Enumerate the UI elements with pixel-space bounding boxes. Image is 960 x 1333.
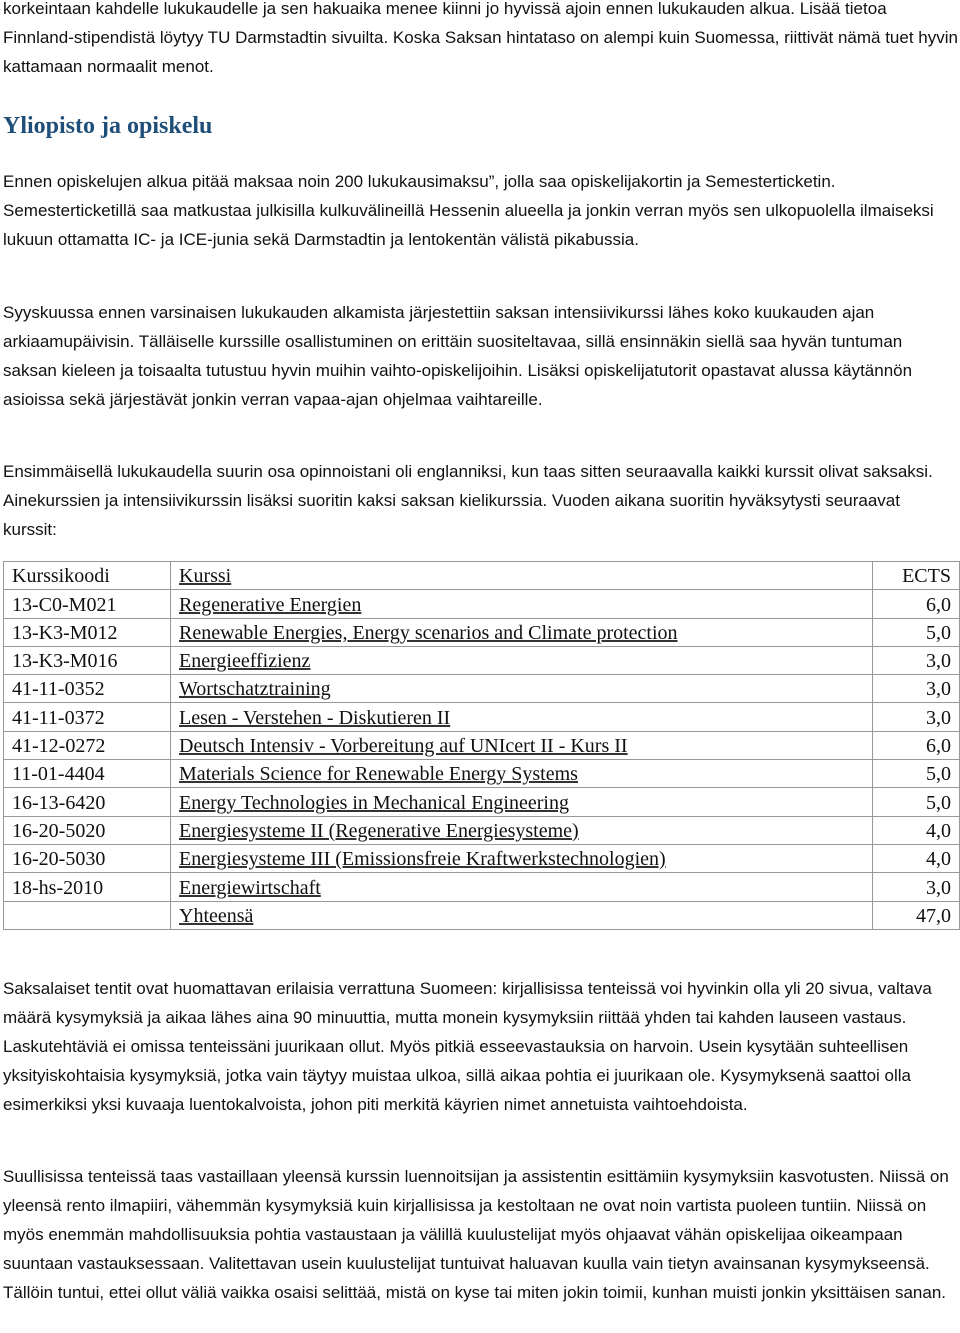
total-value: 47,0: [873, 901, 960, 929]
course-ects: 4,0: [873, 816, 960, 844]
paragraph-intensive-course: Syyskuussa ennen varsinaisen lukukauden alkamista järjestettiin saksan intensiivikurssi lähes koko kuukauden ajan arkiaamupäivisin. Tälläiselle kurssille osallistuminen on erittäin suositeltavaa, sillä ensinnäkin siellä saa hyvän tuntuman saksan kieleen ja toisaalta tutustuu hyvin muihin vaihto-opiskelijoihin. Lisäksi opiskelijatutorit opastavat alussa käytännön asioissa sekä järjestävät jonkin verran vapaa-ajan ohjelmaa vaihtareille.: [3, 303, 913, 409]
table-row: [4, 760, 960, 788]
course-name: Energieeffizienz: [171, 646, 873, 674]
course-code: 13-C0-M021: [4, 590, 171, 618]
course-code: 13-K3-M012: [4, 618, 171, 646]
total-label: Yhteensä: [171, 901, 873, 929]
course-code: 41-11-0352: [4, 675, 171, 703]
table-total-row: [4, 901, 960, 929]
table-row: [4, 873, 960, 901]
intro-paragraph: korkeintaan kahdelle lukukaudelle ja sen hakuaika menee kiinni jo hyvissä ajoin ennen lukukauden alkua. Lisää tietoa Finnland-stipendistä löytyy TU Darmstadtin sivuilta. Koska Saksan hintataso on alempi kuin Suomessa, riittivät nämä tuet hyvin kattamaan normaalit menot.: [3, 0, 958, 76]
course-name: Lesen - Verstehen - Diskutieren II: [171, 703, 873, 731]
course-ects: 5,0: [873, 760, 960, 788]
total-empty-cell: [4, 901, 171, 929]
header-course: Kurssi: [171, 562, 873, 590]
table-row: [4, 675, 960, 703]
course-name: Energiesysteme III (Emissionsfreie Kraftwerkstechnologien): [171, 844, 873, 872]
paragraph-written-exams: Saksalaiset tentit ovat huomattavan erilaisia verrattuna Suomeen: kirjallisissa tenteissä voi hyvinkin olla yli 20 sivua, valtava määrä kysymyksiä ja aikaa lähes aina 90 minuuttia, mutta monein kysymyksiin riittää yhden tai kahden lauseen vastaus. Laskutehtäviä ei omissa tenteissäni juurikaan ollut. Myös pitkiä esseevastauksia on harvoin. Usein kysytään suhteellisen yksityiskohtaisia kysymyksiä, jotka vain täytyy muistaa ulkoa, sillä aikaa pohtia ei juurikaan ole. Kysymyksenä saattoi olla esimerkiksi yksi kuvaaja luentokalvoista, johon piti merkitä käyrien nimet annetuista vaihtoehdoista.: [3, 979, 932, 1114]
course-code: 16-20-5030: [4, 844, 171, 872]
course-name: Regenerative Energien: [171, 590, 873, 618]
table-header-row: [4, 562, 960, 590]
course-ects: 6,0: [873, 731, 960, 759]
table-row: [4, 618, 960, 646]
section-heading: Yliopisto ja opiskelu: [3, 113, 213, 139]
course-ects: 6,0: [873, 590, 960, 618]
table-row: [4, 731, 960, 759]
course-code: 11-01-4404: [4, 760, 171, 788]
course-code: 18-hs-2010: [4, 873, 171, 901]
course-code: 16-20-5020: [4, 816, 171, 844]
course-name: Energiewirtschaft: [171, 873, 873, 901]
paragraph-courses-intro: Ensimmäisellä lukukaudella suurin osa opinnoistani oli englanniksi, kun taas sitten seuraavalla kaikki kurssit olivat saksaksi. Ainekurssien ja intensiivikurssin lisäksi suoritin kaksi saksan kielikurssia. Vuoden aikana suoritin hyväksytysti seuraavat kurssit:: [3, 462, 933, 539]
table-row: [4, 788, 960, 816]
course-ects: 3,0: [873, 675, 960, 703]
course-code: 16-13-6420: [4, 788, 171, 816]
table-row: [4, 703, 960, 731]
course-ects: 5,0: [873, 618, 960, 646]
table-row: [4, 590, 960, 618]
paragraph-fees: Ennen opiskelujen alkua pitää maksaa noin 200 lukukausimaksu”, jolla saa opiskelijakortin ja Semesterticketin. Semesterticketillä saa matkustaa julkisilla kulkuvälineillä Hessenin alueella ja jonkin verran myös sen ulkopuolella ilmaiseksi lukuun ottamatta IC- ja ICE-junia sekä Darmstadtin ja lentokentän välistä pikabussia.: [3, 172, 934, 249]
course-name: Energy Technologies in Mechanical Engineering: [171, 788, 873, 816]
course-table: [3, 561, 960, 930]
table-row: [4, 646, 960, 674]
course-code: 13-K3-M016: [4, 646, 171, 674]
course-ects: 4,0: [873, 844, 960, 872]
header-code: Kurssikoodi: [4, 562, 171, 590]
course-ects: 3,0: [873, 703, 960, 731]
course-name: Energiesysteme II (Regenerative Energiesysteme): [171, 816, 873, 844]
paragraph-oral-exams: Suullisissa tenteissä taas vastaillaan yleensä kurssin luennoitsijan ja assistentin esittämiin kysymyksiin kasvotusten. Niissä on yleensä rento ilmapiiri, vähemmän kysymyksiä kuin kirjallisissa ja kestoltaan ne ovat noin vartista puoleen tuntiin. Niissä on myös enemmän mahdollisuuksia pohtia vastaustaan ja välillä kuulustelijat myös ohjaavat vähän opiskelijaa oikeampaan suuntaan vastauksessaan. Valitettavan usein kuulustelijat tuntuivat haluavan kuulla vain tietyn avainsanan kysymykseensä. Tällöin tuntui, ettei ollut väliä vaikka osaisi selittää, mistä on kyse tai miten jokin toimii, kunhan muisti jonkin yksittäisen sanan.: [3, 1167, 949, 1302]
course-name: Deutsch Intensiv - Vorbereitung auf UNIcert II - Kurs II: [171, 731, 873, 759]
course-name: Materials Science for Renewable Energy Systems: [171, 760, 873, 788]
course-name: Wortschatztraining: [171, 675, 873, 703]
table-row: [4, 816, 960, 844]
course-ects: 3,0: [873, 646, 960, 674]
table-row: [4, 844, 960, 872]
header-ects: ECTS: [873, 562, 960, 590]
course-name: Renewable Energies, Energy scenarios and Climate protection: [171, 618, 873, 646]
course-ects: 3,0: [873, 873, 960, 901]
course-code: 41-12-0272: [4, 731, 171, 759]
course-code: 41-11-0372: [4, 703, 171, 731]
course-ects: 5,0: [873, 788, 960, 816]
